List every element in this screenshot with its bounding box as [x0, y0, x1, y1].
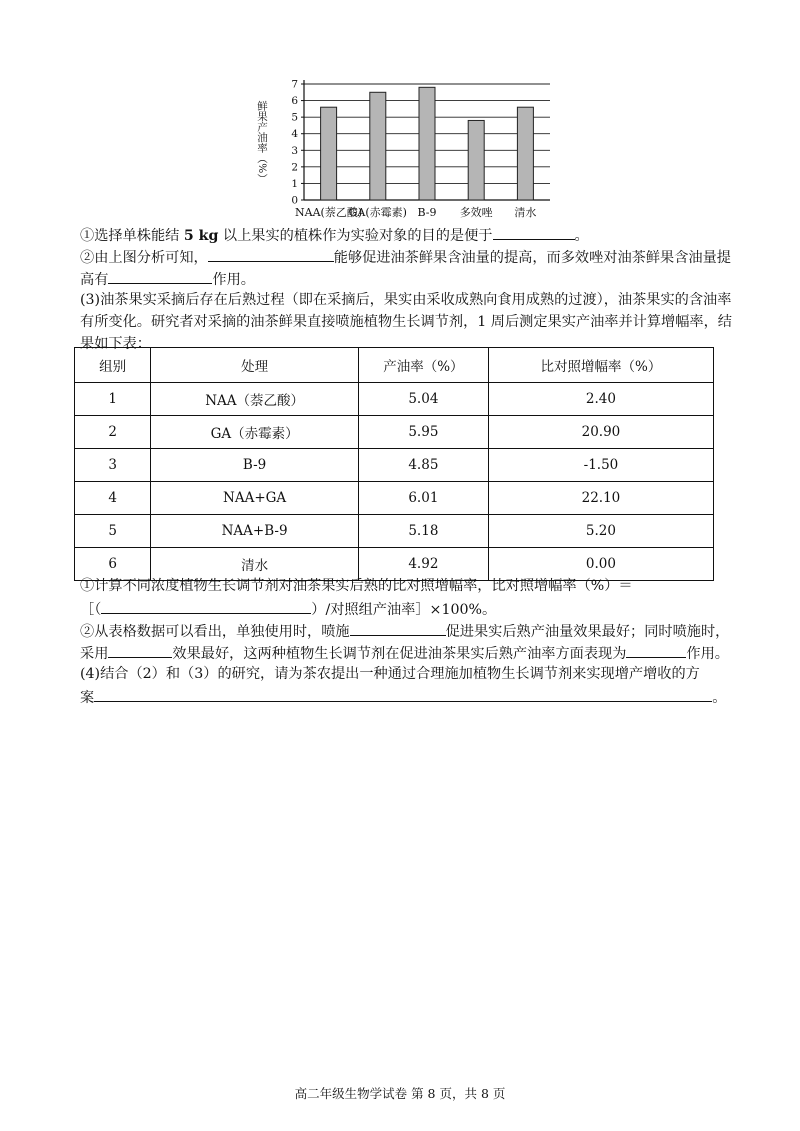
results-table [74, 347, 714, 581]
calc-1-close: ）/对照组产油率］×100%。 [311, 602, 497, 618]
oil-rate-bar-chart [236, 74, 566, 222]
cell-increase-rate: -1.50 [488, 449, 713, 482]
calc-2-text-e: 作用。 [686, 646, 729, 662]
x-tick-label: B-9 [417, 206, 437, 219]
calc-2-text-b: 促进果实后熟产油量效果最好；同时喷施时， [445, 624, 730, 640]
cell-group: 3 [75, 449, 151, 482]
calc-1-answer-blank[interactable] [101, 598, 311, 614]
y-tick-label: 7 [291, 78, 298, 91]
y-tick-label: 6 [291, 95, 298, 108]
part-3-line-3: 果如下表： [80, 336, 151, 352]
y-tick-label: 3 [291, 144, 298, 157]
cell-treatment: B-9 [151, 449, 359, 482]
q2-text-c: 高有 [80, 272, 109, 288]
part-3-line-1: (3)油茶果实采摘后存在后熟过程（即在采摘后，果实由采收成熟向食用成熟的过渡），油茶果实的含油率 [80, 292, 732, 308]
cell-oil-rate: 5.95 [358, 416, 488, 449]
y-axis-title: 鲜果产油率（%） [256, 100, 268, 184]
header-increase-rate: 比对照增幅率（%） [488, 348, 713, 383]
q2-text-d: 作用。 [212, 272, 255, 288]
y-tick-label: 5 [291, 111, 298, 124]
bar [321, 107, 337, 200]
calc-1-line-1: ①计算不同浓度植物生长调节剂对油茶果实后熟的比对照增幅率，比对照增幅率（%）＝ [80, 578, 633, 594]
cell-group: 5 [75, 515, 151, 548]
page-footer: 高二年级生物学试卷 第 8 页，共 8 页 [294, 1086, 506, 1101]
cell-group: 1 [75, 383, 151, 416]
q1-answer-blank[interactable] [493, 224, 575, 240]
cell-group: 6 [75, 548, 151, 581]
part-3-line-2: 有所变化。研究者对采摘的油茶鲜果直接喷施植物生长调节剂，1 周后测定果实产油率并计算增幅率，结 [80, 314, 732, 330]
bar [419, 87, 435, 200]
table-row [75, 515, 714, 548]
cell-oil-rate: 6.01 [358, 482, 488, 515]
cell-increase-rate: 0.00 [488, 548, 713, 581]
calc-2-answer-blank-3[interactable] [626, 642, 686, 658]
x-tick-label: GA(赤霉素) [348, 206, 407, 219]
table-row [75, 482, 714, 515]
q1-end: 。 [574, 228, 589, 244]
question-1-line [80, 224, 589, 246]
q2-answer-blank-1[interactable] [208, 246, 334, 262]
x-tick-label: 清水 [514, 206, 537, 219]
y-tick-label: 1 [291, 177, 298, 190]
header-treatment: 处理 [151, 348, 359, 383]
calc-2-text-d: 效果最好，这两种植物生长调节剂在促进油茶果实后熟产油率方面表现为 [172, 646, 627, 662]
calc-2-text-a: ②从表格数据可以看出，单独使用时，喷施 [80, 624, 350, 640]
cell-increase-rate: 5.20 [488, 515, 713, 548]
header-oil-rate: 产油率（%） [358, 348, 488, 383]
q2-text-a: ②由上图分析可知， [80, 250, 208, 266]
calc-2-line-2 [80, 642, 729, 664]
cell-treatment: NAA+B-9 [151, 515, 359, 548]
question-2-line-2 [80, 268, 255, 290]
q2-text-b: 能够促进油茶鲜果含油量的提高，而多效唑对油茶鲜果含油量提 [333, 250, 731, 266]
table-header-row [75, 348, 714, 383]
part-4-end: 。 [712, 690, 727, 706]
cell-group: 2 [75, 416, 151, 449]
question-2-line-1 [80, 246, 731, 268]
cell-treatment: NAA（萘乙酸） [151, 383, 359, 416]
calc-2-text-c: 采用 [80, 646, 109, 662]
y-tick-label: 0 [291, 194, 298, 207]
q1-mass: 5 kg [183, 228, 219, 244]
cell-increase-rate: 22.10 [488, 482, 713, 515]
part-4-line-1: (4)结合（2）和（3）的研究，请为茶农提出一种通过合理施加植物生长调节剂来实现增产增收的方 [80, 666, 700, 682]
chart-y-axis-label [256, 99, 268, 183]
cell-oil-rate: 5.18 [358, 515, 488, 548]
q1-text-rest: 以上果实的植株作为实验对象的目的是便于 [222, 228, 493, 244]
table-row [75, 449, 714, 482]
calc-2-line-1 [80, 620, 729, 642]
bar [468, 120, 484, 200]
cell-treatment: 清水 [151, 548, 359, 581]
y-tick-label: 4 [291, 128, 298, 141]
chart-y-tick-labels [291, 79, 298, 207]
table-row [75, 416, 714, 449]
part-4-line-2 [80, 686, 726, 708]
chart-x-tick-labels [295, 205, 536, 219]
calc-2-answer-blank-2[interactable] [108, 642, 172, 658]
part-4-text-b: 案 [80, 690, 95, 706]
cell-increase-rate: 20.90 [488, 416, 713, 449]
cell-oil-rate: 4.85 [358, 449, 488, 482]
x-tick-label: 多效唑 [459, 206, 493, 219]
calc-1-line-2 [80, 598, 496, 620]
cell-oil-rate: 4.92 [358, 548, 488, 581]
cell-increase-rate: 2.40 [488, 383, 713, 416]
calc-1-open: ［（ [80, 602, 102, 618]
cell-treatment: NAA+GA [151, 482, 359, 515]
cell-group: 4 [75, 482, 151, 515]
q1-text: ①选择单株能结 [80, 228, 180, 244]
cell-oil-rate: 5.04 [358, 383, 488, 416]
table-row [75, 383, 714, 416]
calc-2-answer-blank-1[interactable] [350, 620, 446, 636]
part-4-answer-blank[interactable] [94, 686, 712, 702]
bar [517, 107, 533, 200]
q2-answer-blank-2[interactable] [108, 268, 212, 284]
cell-treatment: GA（赤霉素） [151, 416, 359, 449]
x-tick-label: NAA(萘乙酸) [295, 206, 363, 219]
bar [370, 92, 386, 200]
header-group: 组别 [75, 348, 151, 383]
y-tick-label: 2 [291, 161, 298, 174]
